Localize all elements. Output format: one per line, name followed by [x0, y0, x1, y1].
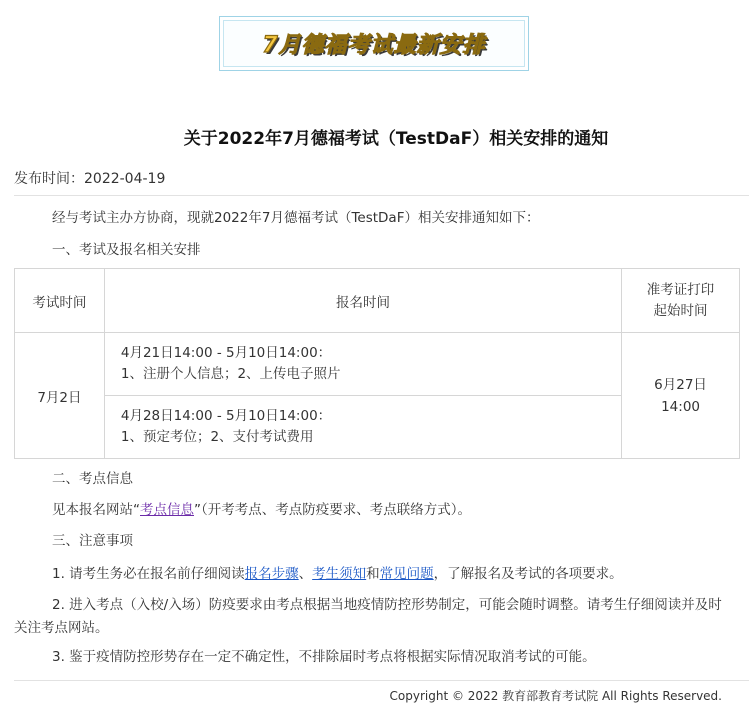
note-3: 3. 鉴于疫情防控形势存在一定不确定性，不排除届时考点将根据实际情况取消考试的可能。 [52, 649, 596, 665]
venue-suffix: ”（开考考点、考点防疫要求、考点联络方式）。 [194, 502, 471, 518]
venue-paragraph [52, 499, 471, 521]
reg-time-1: 4月21日14:00 - 5月10日14:00： [120, 345, 332, 361]
note-2: 2. 进入考点（入校/入场）防疫要求由考点根据当地疫情防控形势制定，可能会随时调整。请考生仔细阅读并及时关注考点网站。 [14, 597, 722, 636]
section1-heading: 一、考试及报名相关安排 [52, 242, 201, 258]
banner-text: 7月德福考试最新安排 [262, 33, 486, 58]
intro-paragraph: 经与考试主办方协商，现就2022年7月德福考试（TestDaF）相关安排通知如下： [52, 210, 540, 226]
exam-date-cell: 7月2日 [15, 333, 105, 459]
note1-prefix: 1. 请考生务必在报名前仔细阅读 [52, 566, 245, 582]
divider-bottom [14, 680, 749, 681]
reg-cell-2 [104, 396, 621, 459]
banner [219, 16, 529, 71]
publish-label: 发布时间： [14, 171, 84, 187]
admit-date: 6月27日 [654, 376, 707, 393]
publish-date: 2022-04-19 [84, 171, 166, 187]
faq-link[interactable]: 常见问题 [379, 566, 434, 582]
section2-heading: 二、考点信息 [52, 471, 133, 487]
reg-cell-1 [104, 333, 621, 396]
table-header-row [15, 269, 740, 333]
header-reg-time: 报名时间 [104, 269, 621, 333]
header-admit-line2: 起始时间 [653, 302, 708, 319]
page-title: 关于2022年7月德福考试（TestDaF）相关安排的通知 [183, 129, 609, 149]
divider-top [14, 195, 749, 196]
publish-info [14, 168, 165, 188]
banner-frame [223, 20, 525, 67]
note-1 [52, 563, 623, 585]
reg-steps-link[interactable]: 报名步骤 [244, 566, 299, 582]
reg-time-2: 4月28日14:00 - 5月10日14:00： [120, 408, 332, 424]
venue-info-link[interactable]: 考点信息 [140, 502, 194, 518]
note1-suffix: ，了解报名及考试的各项要求。 [433, 566, 623, 582]
candidate-notice-link[interactable]: 考生须知 [312, 566, 367, 582]
admit-cell [622, 333, 740, 459]
header-admit-line1: 准考证打印 [646, 281, 715, 298]
note1-sep1: 、 [298, 566, 313, 582]
footer-copyright: Copyright © 2022 教育部教育考试院 All Rights Reserved. [389, 689, 722, 703]
table-row [15, 333, 740, 396]
admit-time: 14:00 [661, 398, 700, 415]
header-admit-time [622, 269, 740, 333]
header-exam-time: 考试时间 [15, 269, 105, 333]
venue-prefix: 见本报名网站“ [52, 502, 140, 518]
note1-sep2: 和 [366, 566, 380, 582]
reg-desc-1: 1、注册个人信息；2、上传电子照片 [120, 366, 341, 382]
section3-heading: 三、注意事项 [52, 533, 133, 549]
schedule-table [14, 268, 740, 459]
reg-desc-2: 1、预定考位；2、支付考试费用 [120, 429, 314, 445]
